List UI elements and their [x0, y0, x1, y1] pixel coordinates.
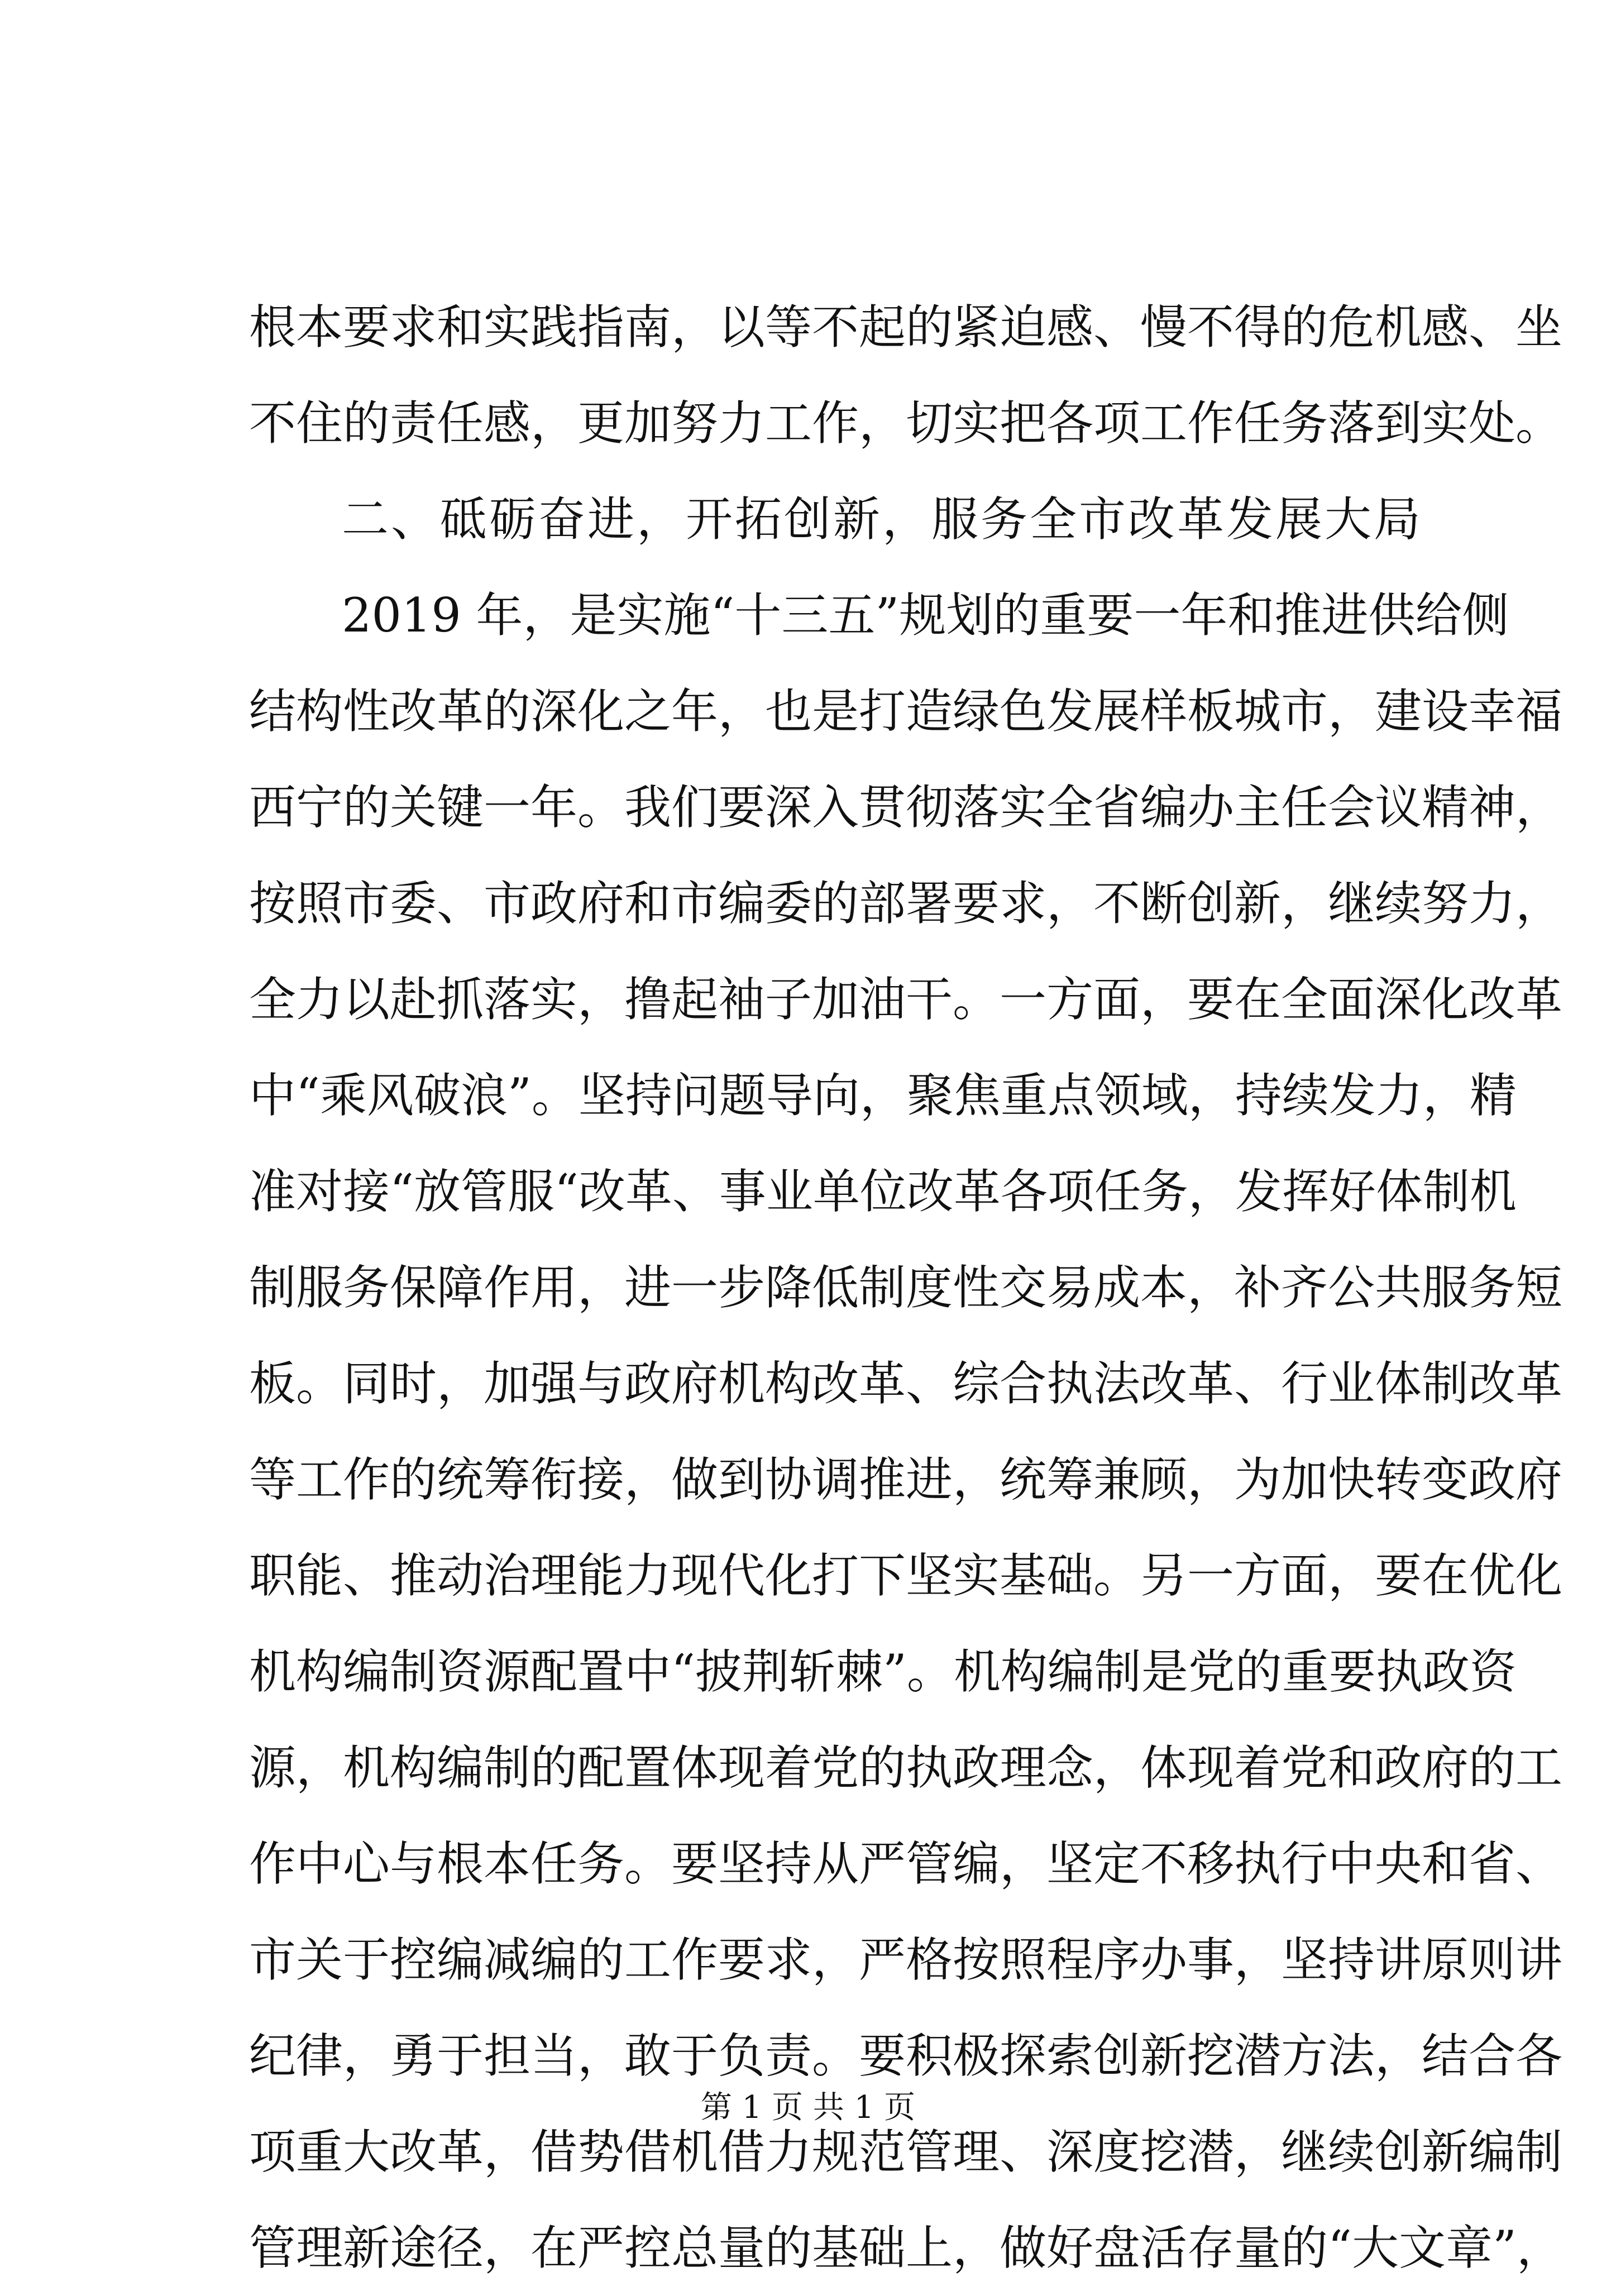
text-line-4: 2019 年，是实施“十三五”规划的重要一年和推进供给侧	[342, 588, 1509, 643]
text-line-10: 准对接“放管服“改革、事业单位改革各项任务，发挥好体制机	[249, 1164, 1517, 1219]
text-line-2: 不住的责任感，更加努力工作，切实把各项工作任务落到实处。	[249, 396, 1563, 451]
text-line-17: 作中心与根本任务。要坚持从严管编，坚定不移执行中央和省、	[249, 1836, 1563, 1891]
section-heading: 二、砥砺奋进，开拓创新，服务全市改革发展大局	[342, 492, 1423, 547]
text-line-9: 中“乘风破浪”。坚持问题导向，聚焦重点领域，持续发力，精	[249, 1068, 1517, 1123]
text-line-7: 按照市委、市政府和市编委的部署要求，不断创新，继续努力，	[249, 876, 1563, 931]
text-line-5: 结构性改革的深化之年，也是打造绿色发展样板城市，建设幸福	[249, 684, 1563, 739]
text-line-6: 西宁的关键一年。我们要深入贯彻落实全省编办主任会议精神，	[249, 780, 1563, 835]
text-line-1: 根本要求和实践指南，以等不起的紧迫感、慢不得的危机感、坐	[249, 300, 1563, 355]
text-line-8: 全力以赴抓落实，撸起袖子加油干。一方面，要在全面深化改革	[249, 972, 1563, 1027]
text-line-11: 制服务保障作用，进一步降低制度性交易成本，补齐公共服务短	[249, 1260, 1563, 1315]
text-line-21: 管理新途径，在严控总量的基础上，做好盘活存量的“大文章”，	[249, 2221, 1564, 2275]
text-line-14: 职能、推动治理能力现代化打下坚实基础。另一方面，要在优化	[249, 1548, 1563, 1603]
text-line-18: 市关于控编减编的工作要求，严格按照程序办事，坚持讲原则讲	[249, 1933, 1563, 1987]
text-line-15: 机构编制资源配置中“披荆斩棘”。机构编制是党的重要执政资	[249, 1644, 1517, 1699]
text-line-13: 等工作的统筹衔接，做到协调推进，统筹兼顾，为加快转变政府	[249, 1452, 1563, 1507]
text-line-20: 项重大改革，借势借机借力规范管理、深度挖潜，继续创新编制	[249, 2125, 1563, 2179]
page-number-footer: 第 1 页 共 1 页	[700, 2089, 916, 2126]
text-line-12: 板。同时，加强与政府机构改革、综合执法改革、行业体制改革	[249, 1356, 1563, 1411]
text-line-16: 源，机构编制的配置体现着党的执政理念，体现着党和政府的工	[249, 1740, 1563, 1795]
document-body	[249, 279, 1564, 2296]
text-line-19: 纪律，勇于担当，敢于负责。要积极探索创新挖潜方法，结合各	[249, 2029, 1563, 2083]
